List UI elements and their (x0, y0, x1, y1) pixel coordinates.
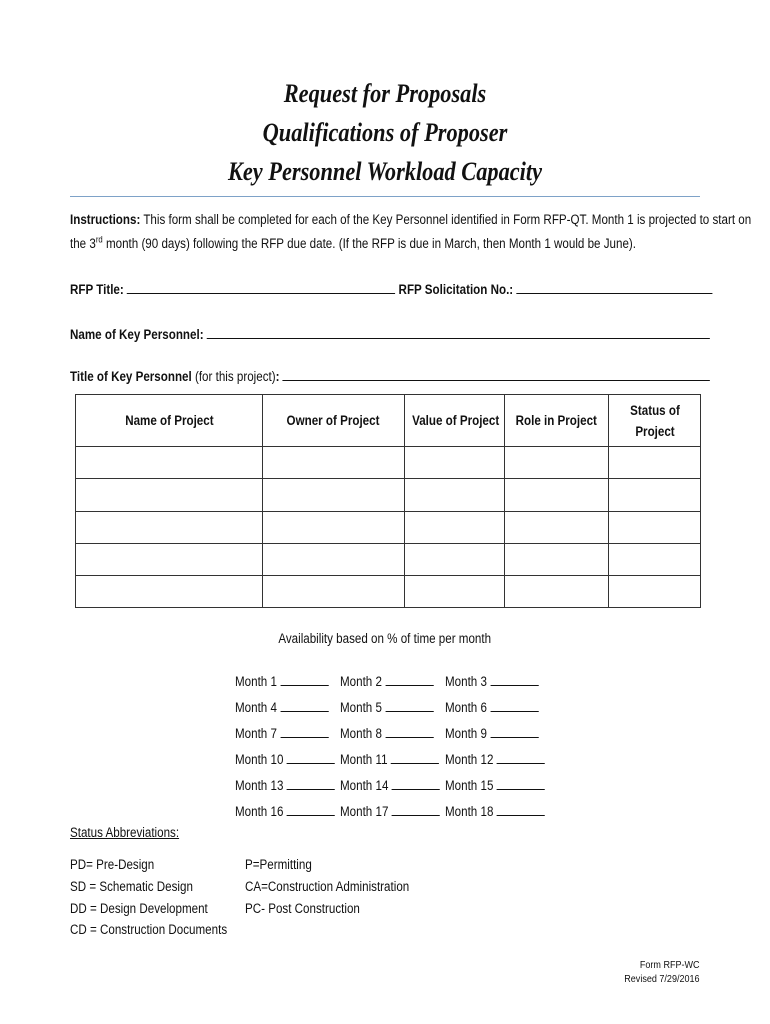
month-label: Month 18 (445, 804, 494, 819)
table-cell[interactable] (609, 479, 701, 511)
month-blank[interactable] (287, 751, 335, 764)
month-label: Month 12 (445, 752, 494, 767)
table-row (76, 575, 701, 607)
table-cell[interactable] (76, 511, 263, 543)
form-footer (625, 958, 700, 986)
col-header-value-of-project: Value of Project (405, 395, 505, 447)
table-cell[interactable] (405, 511, 505, 543)
instructions-line-1 (70, 212, 751, 227)
month-blank[interactable] (497, 777, 545, 790)
month-blank[interactable] (385, 699, 433, 712)
key-personnel-title-note: (for this project) (191, 369, 276, 384)
key-personnel-title-row (70, 368, 710, 384)
month-blank[interactable] (287, 803, 335, 816)
table-cell[interactable] (505, 543, 609, 575)
table-cell[interactable] (505, 575, 609, 607)
month-blank[interactable] (280, 699, 328, 712)
month-blank[interactable] (391, 751, 439, 764)
month-blank[interactable] (280, 725, 328, 738)
rfp-solicitation-blank[interactable] (516, 281, 712, 294)
status-abbr-p: P=Permitting (245, 857, 312, 872)
month-label: Month 10 (235, 752, 284, 767)
table-cell[interactable] (76, 575, 263, 607)
title-divider (70, 196, 700, 197)
month-label: Month 15 (445, 778, 494, 793)
table-cell[interactable] (405, 479, 505, 511)
table-cell[interactable] (76, 447, 263, 479)
table-row (76, 447, 701, 479)
status-abbr-pc: PC- Post Construction (245, 901, 360, 916)
month-label: Month 11 (340, 752, 388, 767)
table-cell[interactable] (609, 447, 701, 479)
month-blank[interactable] (385, 673, 433, 686)
month-blank[interactable] (392, 777, 440, 790)
table-cell[interactable] (505, 479, 609, 511)
col-header-role-in-project: Role in Project (505, 395, 609, 447)
table-cell[interactable] (263, 511, 405, 543)
instructions-ordinal-sup: rd (95, 234, 103, 245)
status-abbreviations-heading: Status Abbreviations: (70, 825, 180, 840)
month-label: Month 6 (445, 700, 487, 715)
month-label: Month 4 (235, 700, 277, 715)
rfp-title-label: RFP Title: (70, 282, 124, 297)
table-cell[interactable] (405, 575, 505, 607)
month-label: Month 13 (235, 778, 284, 793)
table-cell[interactable] (263, 543, 405, 575)
table-cell[interactable] (263, 447, 405, 479)
month-blank[interactable] (385, 725, 433, 738)
projects-table-header (76, 395, 701, 447)
table-cell[interactable] (405, 447, 505, 479)
table-cell[interactable] (76, 543, 263, 575)
status-abbr-dd: DD = Design Development (70, 901, 208, 916)
table-cell[interactable] (609, 575, 701, 607)
month-blank[interactable] (490, 673, 538, 686)
month-label: Month 3 (445, 674, 487, 689)
projects-table (75, 394, 701, 608)
month-blank[interactable] (392, 803, 440, 816)
month-label: Month 8 (340, 726, 382, 741)
table-row (76, 543, 701, 575)
key-personnel-title-blank[interactable] (283, 368, 710, 381)
instructions-label: Instructions: (70, 212, 141, 227)
instructions-text-2-post: month (90 days) following the RFP due date. (If the RFP is due in March, then Month 1 would be June). (102, 236, 637, 251)
revision-date: Revised 7/29/2016 (624, 973, 700, 985)
month-label: Month 5 (340, 700, 382, 715)
month-blank[interactable] (280, 673, 328, 686)
month-blank[interactable] (497, 803, 545, 816)
col-header-name-of-project: Name of Project (76, 395, 263, 447)
table-cell[interactable] (405, 543, 505, 575)
month-label: Month 14 (340, 778, 389, 793)
form-title-line-3: Key Personnel Workload Capacity (227, 157, 543, 186)
form-id: Form RFP-WC (640, 959, 700, 971)
status-abbr-pd: PD= Pre-Design (70, 857, 155, 872)
table-row (76, 479, 701, 511)
month-label: Month 16 (235, 804, 284, 819)
month-label: Month 2 (340, 674, 382, 689)
key-personnel-name-label: Name of Key Personnel: (70, 327, 204, 342)
month-label: Month 7 (235, 726, 277, 741)
key-personnel-title-colon: : (275, 369, 280, 384)
table-cell[interactable] (76, 479, 263, 511)
table-cell[interactable] (609, 543, 701, 575)
col-header-owner-of-project: Owner of Project (263, 395, 405, 447)
rfp-title-row (70, 281, 712, 297)
key-personnel-name-blank[interactable] (207, 326, 710, 339)
table-cell[interactable] (505, 511, 609, 543)
form-title-line-1: Request for Proposals (283, 79, 487, 108)
month-blank[interactable] (490, 699, 538, 712)
month-label: Month 17 (340, 804, 389, 819)
instructions-line-2 (70, 236, 636, 251)
month-label: Month 1 (235, 674, 277, 689)
month-blank[interactable] (490, 725, 538, 738)
key-personnel-name-row (70, 326, 710, 342)
status-abbr-cd: CD = Construction Documents (70, 922, 228, 937)
table-row (76, 511, 701, 543)
col-header-status-of-project: Status of Project (609, 395, 701, 447)
status-abbr-ca: CA=Construction Administration (245, 879, 410, 894)
month-blank[interactable] (287, 777, 335, 790)
key-personnel-title-label: Title of Key Personnel (70, 369, 192, 384)
table-cell[interactable] (609, 511, 701, 543)
form-title-line-2: Qualifications of Proposer (262, 118, 508, 147)
instructions-text-2-pre: the 3 (70, 236, 96, 251)
availability-heading: Availability based on % of time per month (278, 631, 492, 646)
table-cell[interactable] (263, 479, 405, 511)
table-cell[interactable] (263, 575, 405, 607)
rfp-solicitation-label: RFP Solicitation No.: (398, 282, 514, 297)
instructions-text-1: This form shall be completed for each of the Key Personnel identified in Form RFP-QT. Month 1 is projected to start on (140, 212, 752, 227)
month-label: Month 9 (445, 726, 487, 741)
rfp-title-blank[interactable] (127, 281, 395, 294)
status-abbr-sd: SD = Schematic Design (70, 879, 193, 894)
month-blank[interactable] (497, 751, 545, 764)
table-cell[interactable] (505, 447, 609, 479)
